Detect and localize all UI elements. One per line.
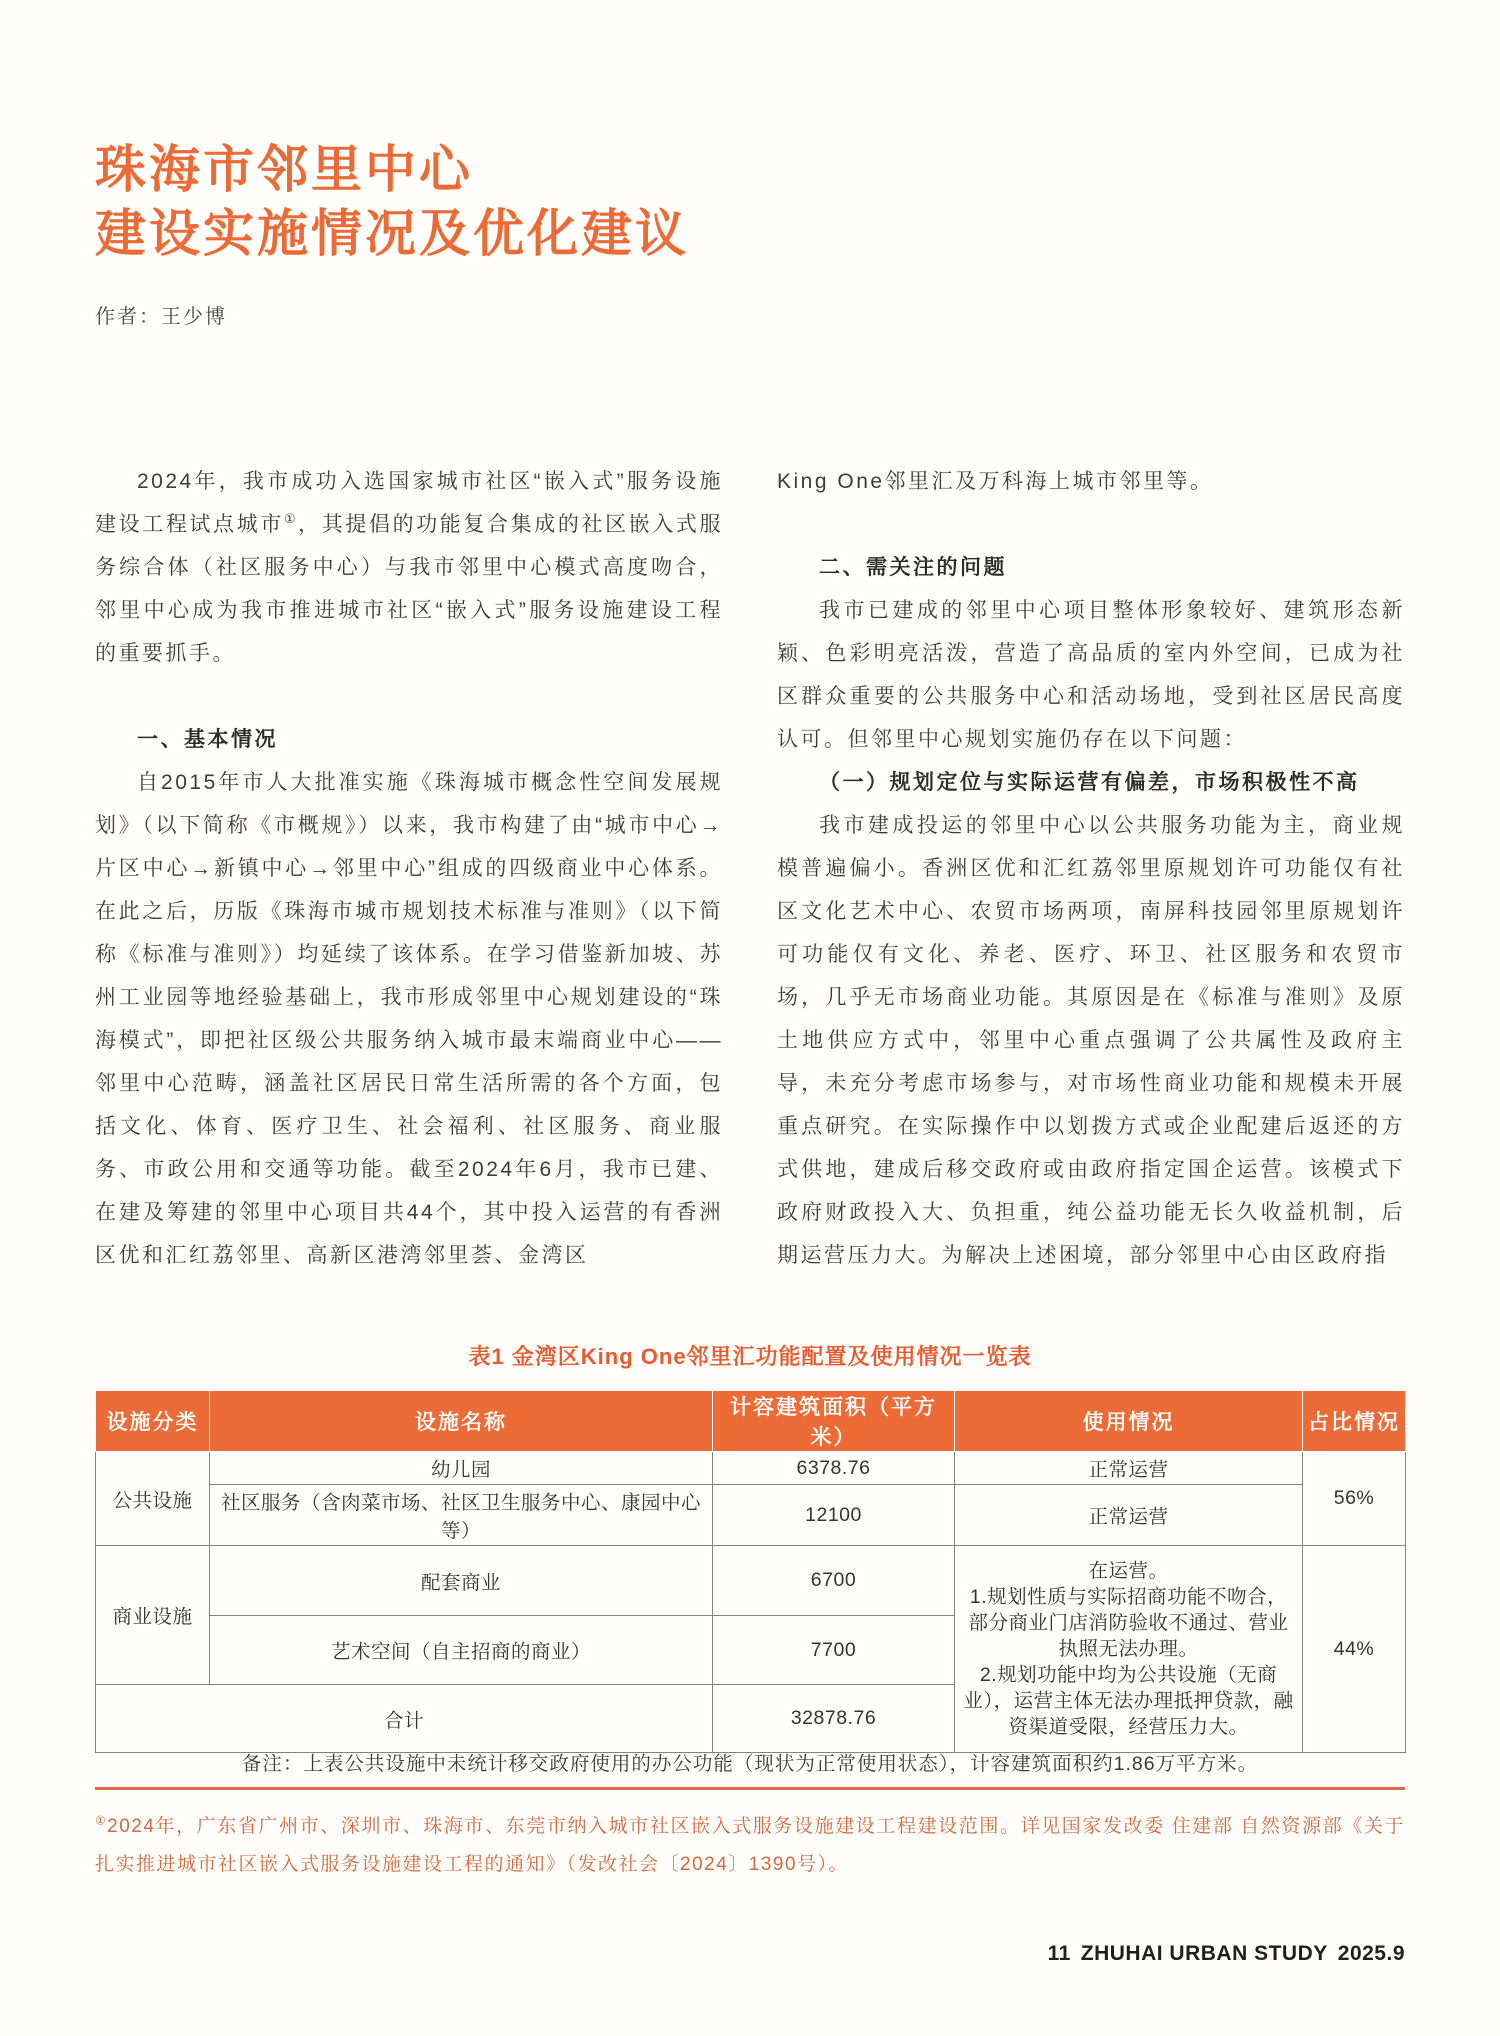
journal-name: ZHUHAI URBAN STUDY	[1080, 1942, 1328, 1965]
cell-community-area: 12100	[713, 1485, 955, 1546]
facility-table	[95, 1390, 1406, 1753]
table-row	[96, 1452, 1406, 1485]
footnote	[95, 1808, 1405, 1884]
table-header-row	[96, 1391, 1406, 1452]
footnote-ref-1: ①	[283, 511, 299, 526]
commercial-status-line: 1.规划性质与实际招商功能不吻合，部分商业门店消防验收不通过、营业执照无法办理。	[968, 1586, 1289, 1660]
cell-kindergarten-status: 正常运营	[955, 1452, 1303, 1485]
commercial-status-line: 在运营。	[1088, 1560, 1169, 1582]
cell-community-name: 社区服务（含肉菜市场、社区卫生服务中心、康园中心等）	[210, 1485, 713, 1546]
section-heading-1: 一、基本情况	[137, 728, 278, 751]
table-row	[96, 1546, 1406, 1616]
issue-number: 2025.9	[1337, 1942, 1405, 1965]
cell-commercial-share: 44%	[1303, 1546, 1406, 1753]
commercial-status-line: 2.规划功能中均为公共设施（无商业），运营主体无法办理抵押贷款，融资渠道受限，经营压力大。	[963, 1664, 1294, 1738]
cell-category-commercial: 商业设施	[96, 1546, 210, 1685]
col-header-floor-area: 计容建筑面积（平方米）	[713, 1391, 955, 1452]
right-column	[777, 460, 1405, 1277]
paragraph-intro-text-a: 2024年，我市成功入选国家城市社区“嵌入式”服务设施建设工程试点城市	[95, 470, 723, 536]
section-heading-2: 二、需关注的问题	[819, 556, 1007, 579]
paragraph-continuation: King One邻里汇及万科海上城市邻里等。	[777, 470, 1214, 493]
paragraph-basics: 自2015年市人大批准实施《珠海城市概念性空间发展规划》（以下简称《市概规》）以来，我市构建了由“城市中心→片区中心→新镇中心→邻里中心”组成的四级商业中心体系。在此之后，历版《珠海市城市规划技术标准与准则》（以下简称《标准与准则》）均延续了该体系。在学习借鉴新加坡、苏州工业园等地经验基础上，我市形成邻里中心规划建设的“珠海模式”，即把社区级公共服务纳入城市最末端商业中心——邻里中心范畴，涵盖社区居民日常生活所需的各个方面，包括文化、体育、医疗卫生、社会福利、社区服务、商业服务、市政公用和交通等功能。截至2024年6月，我市已建、在建及筹建的邻里中心项目共44个，其中投入运营的有香洲区优和汇红荔邻里、高新区港湾邻里荟、金湾区	[95, 771, 723, 1267]
left-column	[95, 460, 723, 1277]
author-line: 作者：王少博	[95, 306, 227, 328]
col-header-share: 占比情况	[1303, 1391, 1406, 1452]
cell-community-status: 正常运营	[955, 1485, 1303, 1546]
cell-retail-name: 配套商业	[210, 1546, 713, 1616]
subsection-heading-1: （一）规划定位与实际运营有偏差，市场积极性不高	[819, 771, 1360, 794]
cell-total-label: 合计	[96, 1685, 713, 1753]
article-header	[95, 138, 1405, 329]
article-body	[95, 460, 1405, 1277]
col-header-usage: 使用情况	[955, 1391, 1303, 1452]
title-line-1: 珠海市邻里中心	[95, 141, 474, 198]
col-header-category: 设施分类	[96, 1391, 210, 1452]
cell-commercial-status	[955, 1546, 1303, 1753]
paragraph-issues-intro: 我市已建成的邻里中心项目整体形象较好、建筑形态新颖、色彩明亮活泼，营造了高品质的室内外空间，已成为社区群众重要的公共服务中心和活动场地，受到社区居民高度认可。但邻里中心规划实施仍存在以下问题：	[777, 599, 1405, 751]
cell-kindergarten-area: 6378.76	[713, 1452, 955, 1485]
page-title	[95, 138, 1405, 266]
footnote-text: 2024年，广东省广州市、深圳市、珠海市、东莞市纳入城市社区嵌入式服务设施建设工程建设范围。详见国家发改委 住建部 自然资源部《关于扎实推进城市社区嵌入式服务设施建设工程的通知》（发改社会〔2024〕1390号）。	[95, 1816, 1405, 1875]
footnote-marker: ①	[95, 1814, 108, 1828]
page-number: 11	[1047, 1942, 1071, 1965]
cell-art-area: 7700	[713, 1616, 955, 1685]
paragraph-issue-detail: 我市建成投运的邻里中心以公共服务功能为主，商业规模普遍偏小。香洲区优和汇红荔邻里原规划许可功能仅有社区文化艺术中心、农贸市场两项，南屏科技园邻里原规划许可功能仅有文化、养老、医疗、环卫、社区服务和农贸市场，几乎无市场商业功能。其原因是在《标准与准则》及原土地供应方式中，邻里中心重点强调了公共属性及政府主导，未充分考虑市场参与，对市场性商业功能和规模未开展重点研究。在实际操作中以划拨方式或企业配建后返还的方式供地，建成后移交政府或由政府指定国企运营。该模式下政府财政投入大、负担重，纯公益功能无长久收益机制，后期运营压力大。为解决上述困境，部分邻里中心由区政府指	[777, 814, 1405, 1267]
cell-retail-area: 6700	[713, 1546, 955, 1616]
table-row	[96, 1485, 1406, 1546]
cell-kindergarten-name: 幼儿园	[210, 1452, 713, 1485]
col-header-facility-name: 设施名称	[210, 1391, 713, 1452]
paragraph-intro	[95, 460, 723, 675]
footnote-divider	[95, 1787, 1405, 1790]
title-line-2: 建设实施情况及优化建议	[95, 205, 690, 262]
cell-category-public: 公共设施	[96, 1452, 210, 1546]
cell-art-name: 艺术空间（自主招商的商业）	[210, 1616, 713, 1685]
table-caption: 表1 金湾区King One邻里汇功能配置及使用情况一览表	[468, 1344, 1032, 1369]
cell-total-area: 32878.76	[713, 1685, 955, 1753]
page-footer	[1048, 1942, 1405, 1966]
table-note: 备注：上表公共设施中未统计移交政府使用的办公功能（现状为正常使用状态），计容建筑面积约1.86万平方米。	[241, 1753, 1259, 1775]
cell-public-share: 56%	[1303, 1452, 1406, 1546]
paragraph-intro-text-b: ，其提倡的功能复合集成的社区嵌入式服务综合体（社区服务中心）与我市邻里中心模式高度吻合，邻里中心成为我市推进城市社区“嵌入式”服务设施建设工程的重要抓手。	[95, 513, 724, 665]
